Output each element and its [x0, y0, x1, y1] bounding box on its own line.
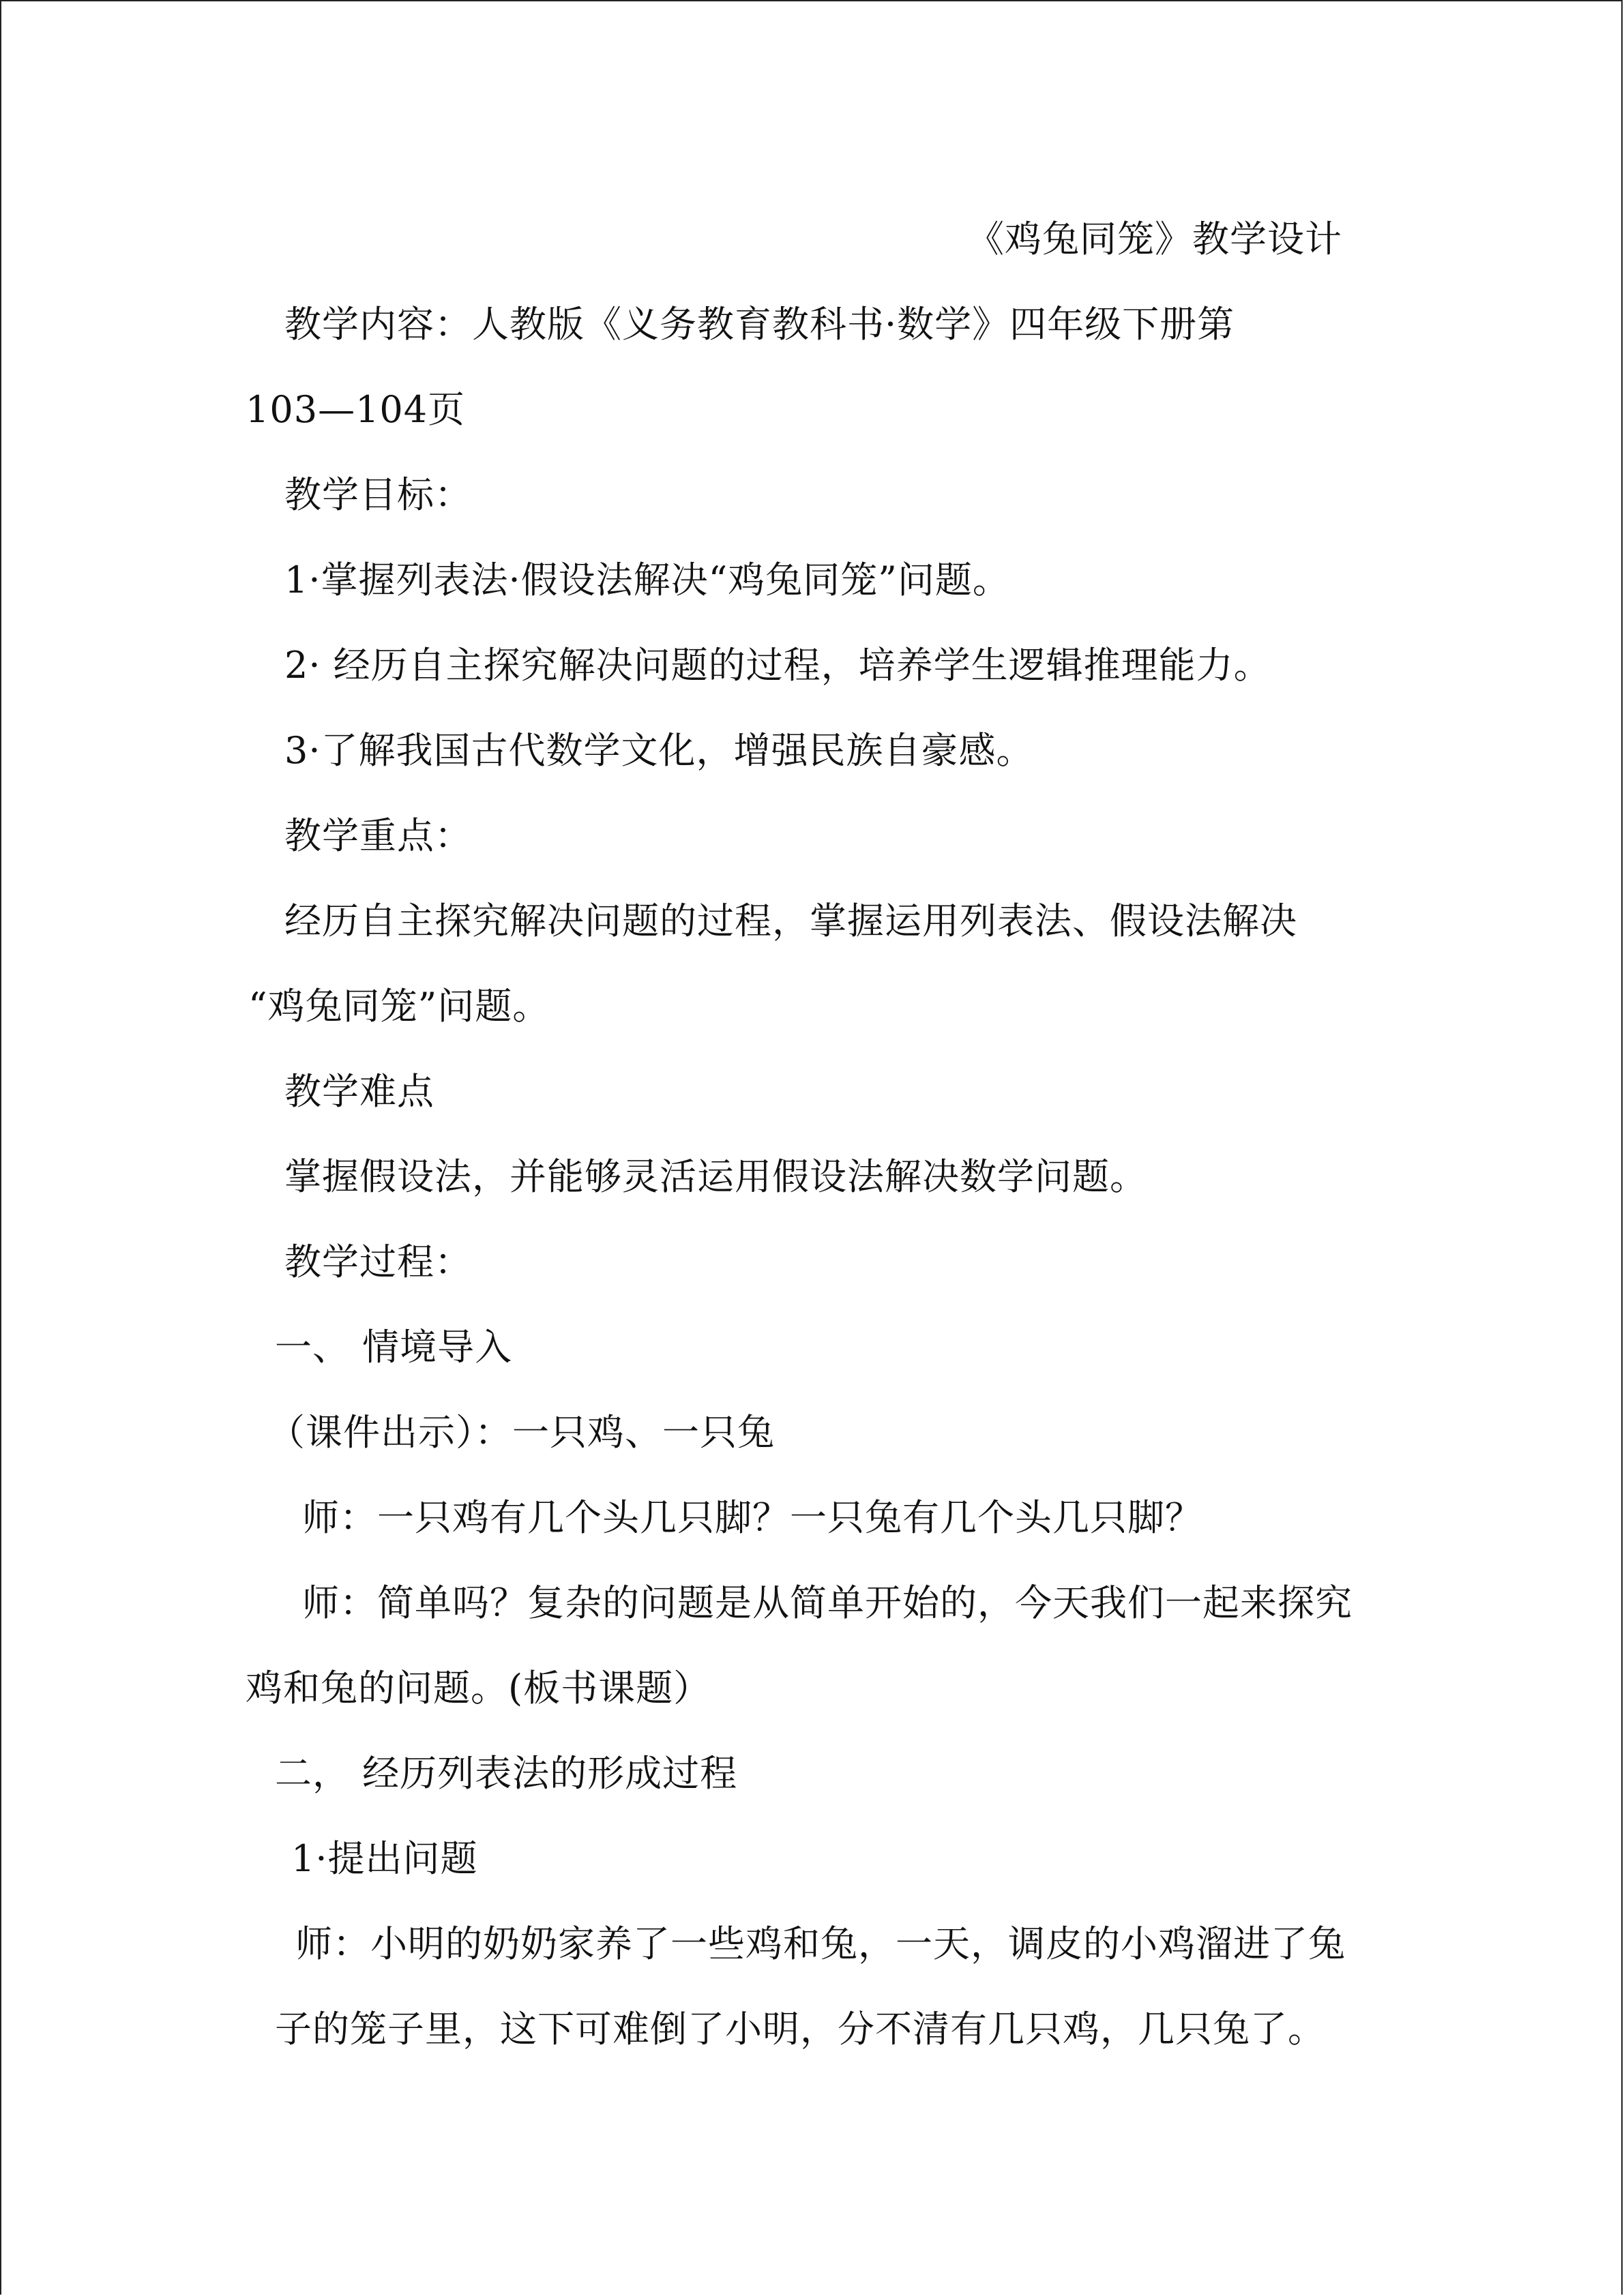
- document-title: 《鸡兔同笼》教学设计: [967, 218, 1342, 260]
- section-heading-process: 教学过程：: [284, 1240, 472, 1283]
- sub-step-raise-question: 1·提出问题: [291, 1837, 478, 1880]
- teacher-question-1: 师：一只鸡有几个头几只脚？一只兔有几个头几只脚？: [302, 1496, 1202, 1539]
- courseware-display: （课件出示）：一只鸡、一只兔: [268, 1411, 775, 1454]
- teacher-remark-1: 师：简单吗？复杂的问题是从简单开始的，今天我们一起来探究: [302, 1581, 1353, 1624]
- teaching-content-line: 教学内容：人教版《义务教育教科书·数学》四年级下册第: [284, 303, 1235, 346]
- objective-item-2: 2· 经历自主探究解决问题的过程，培养学生逻辑推理能力。: [284, 644, 1271, 687]
- objective-item-3: 3·了解我国古代数学文化，增强民族自豪感。: [284, 729, 1034, 772]
- section-heading-difficulties: 教学难点: [284, 1070, 434, 1113]
- process-step-1-heading: 一、 情境导入: [275, 1326, 513, 1369]
- section-heading-objectives: 教学目标：: [284, 473, 472, 516]
- teacher-story-continued: 子的笼子里，这下可难倒了小明，分不清有几只鸡，几只兔了。: [275, 2008, 1325, 2051]
- objective-item-1: 1·掌握列表法·假设法解决“鸡兔同笼”问题。: [284, 558, 1010, 601]
- key-points-text-1: 经历自主探究解决问题的过程，掌握运用列表法、假设法解决: [284, 899, 1297, 942]
- process-step-2-heading: 二， 经历列表法的形成过程: [275, 1752, 738, 1795]
- difficulties-text: 掌握假设法，并能够灵活运用假设法解决数学问题。: [284, 1155, 1147, 1198]
- teaching-content-pages: 103—104页: [246, 388, 466, 431]
- teacher-story: 师：小明的奶奶家养了一些鸡和兔，一天，调皮的小鸡溜进了兔: [295, 1922, 1346, 1965]
- section-heading-key-points: 教学重点：: [284, 814, 472, 857]
- teacher-remark-1-continued: 鸡和兔的问题。(板书课题）: [246, 1667, 711, 1710]
- key-points-text-2: “鸡兔同笼”问题。: [248, 985, 550, 1028]
